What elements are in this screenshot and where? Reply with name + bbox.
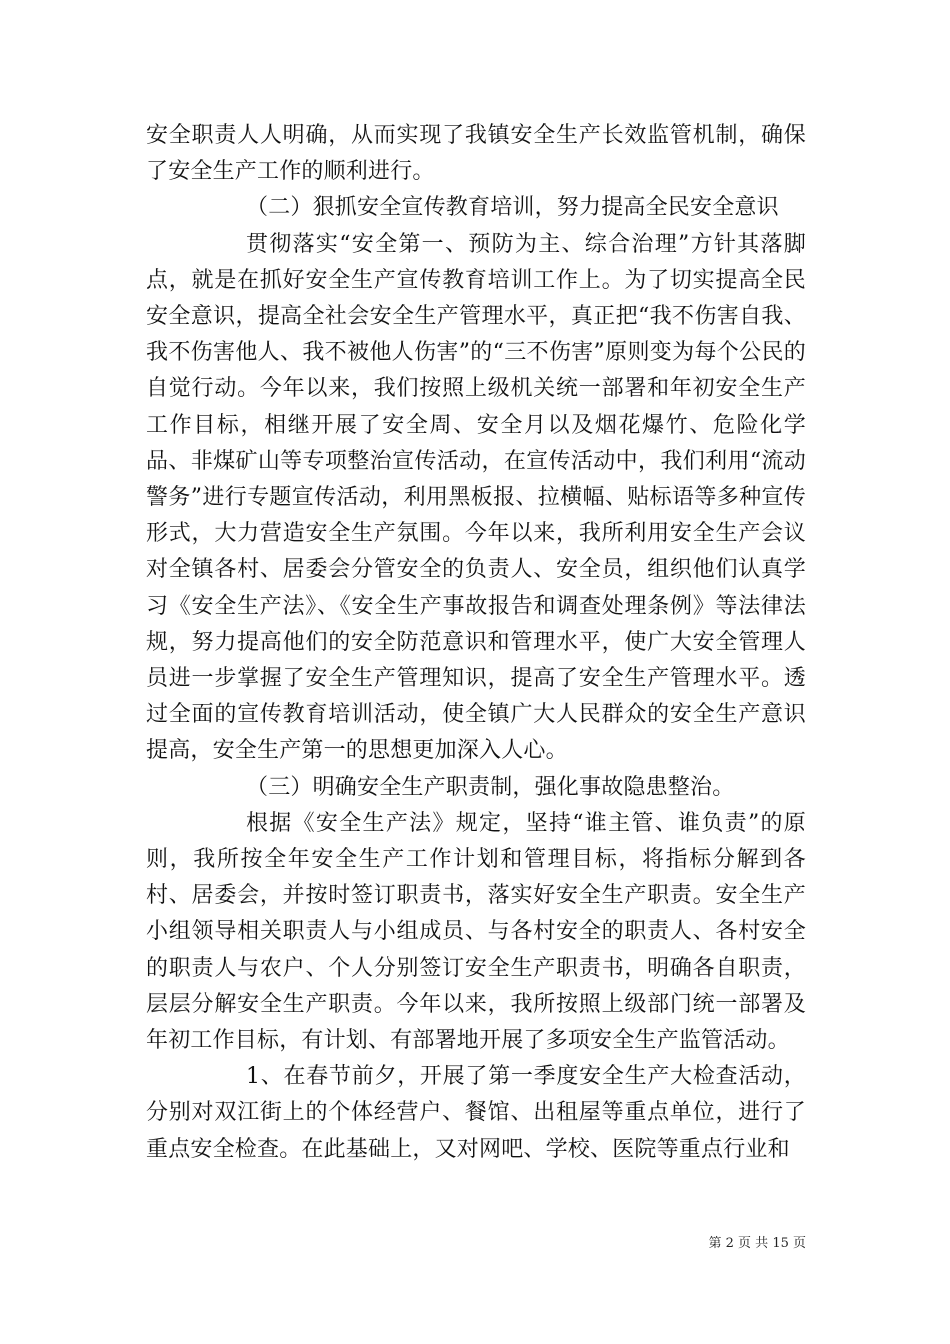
document-body: [146, 118, 806, 1168]
paragraph-4: 1、在春节前夕，开展了第一季度安全生产大检查活动，分别对双江街上的个体经营户、餐馆、出租屋等重点单位，进行了重点安全检查。在此基础上，又对网吧、学校、医院等重点行业和: [146, 1064, 806, 1162]
page-number-footer: 第 2 页 共 15 页: [708, 1236, 806, 1251]
paragraph-3: 根据《安全生产法》规定，坚持“谁主管、谁负责”的原则，我所按全年安全生产工作计划和管理目标，将指标分解到各村、居委会，并按时签订职责书，落实好安全生产职责。安全生产小组领导相关职责人与小组成员、与各村安全的职责人、各村安全的职责人与农户、个人分别签订安全生产职责书，明确各自职责，层层分解安全生产职责。今年以来，我所按照上级部门统一部署及年初工作目标，有计划、有部署地开展了多项安全生产监管活动。: [146, 810, 806, 1054]
paragraph-1: 安全职责人人明确，从而实现了我镇安全生产长效监管机制，确保了安全生产工作的顺利进行。: [146, 123, 806, 185]
paragraph-2: 贯彻落实“安全第一、预防为主、综合治理”方针其落脚点，就是在抓好安全生产宣传教育培训工作上。为了切实提高全民安全意识，提高全社会安全生产管理水平，真正把“我不伤害自我、我不伤害他人、我不被他人伤害”的“三不伤害”原则变为每个公民的自觉行动。今年以来，我们按照上级机关统一部署和年初安全生产工作目标，相继开展了安全周、安全月以及烟花爆竹、危险化学品、非煤矿山等专项整治宣传活动，在宣传活动中，我们利用“流动警务”进行专题宣传活动，利用黑板报、拉横幅、贴标语等多种宣传形式，大力营造安全生产氛围。今年以来，我所利用安全生产会议对全镇各村、居委会分管安全的负责人、安全员，组织他们认真学习《安全生产法》、《安全生产事故报告和调查处理条例》等法律法规，努力提高他们的安全防范意识和管理水平，使广大安全管理人员进一步掌握了安全生产管理知识，提高了安全生产管理水平。透过全面的宣传教育培训活动，使全镇广大人民群众的安全生产意识提高，安全生产第一的思想更加深入人心。: [146, 231, 806, 764]
section-heading-3: （三）明确安全生产职责制，强化事故隐患整治。: [246, 774, 735, 800]
section-heading-2: （二）狠抓安全宣传教育培训，努力提高全民安全意识: [246, 195, 779, 221]
